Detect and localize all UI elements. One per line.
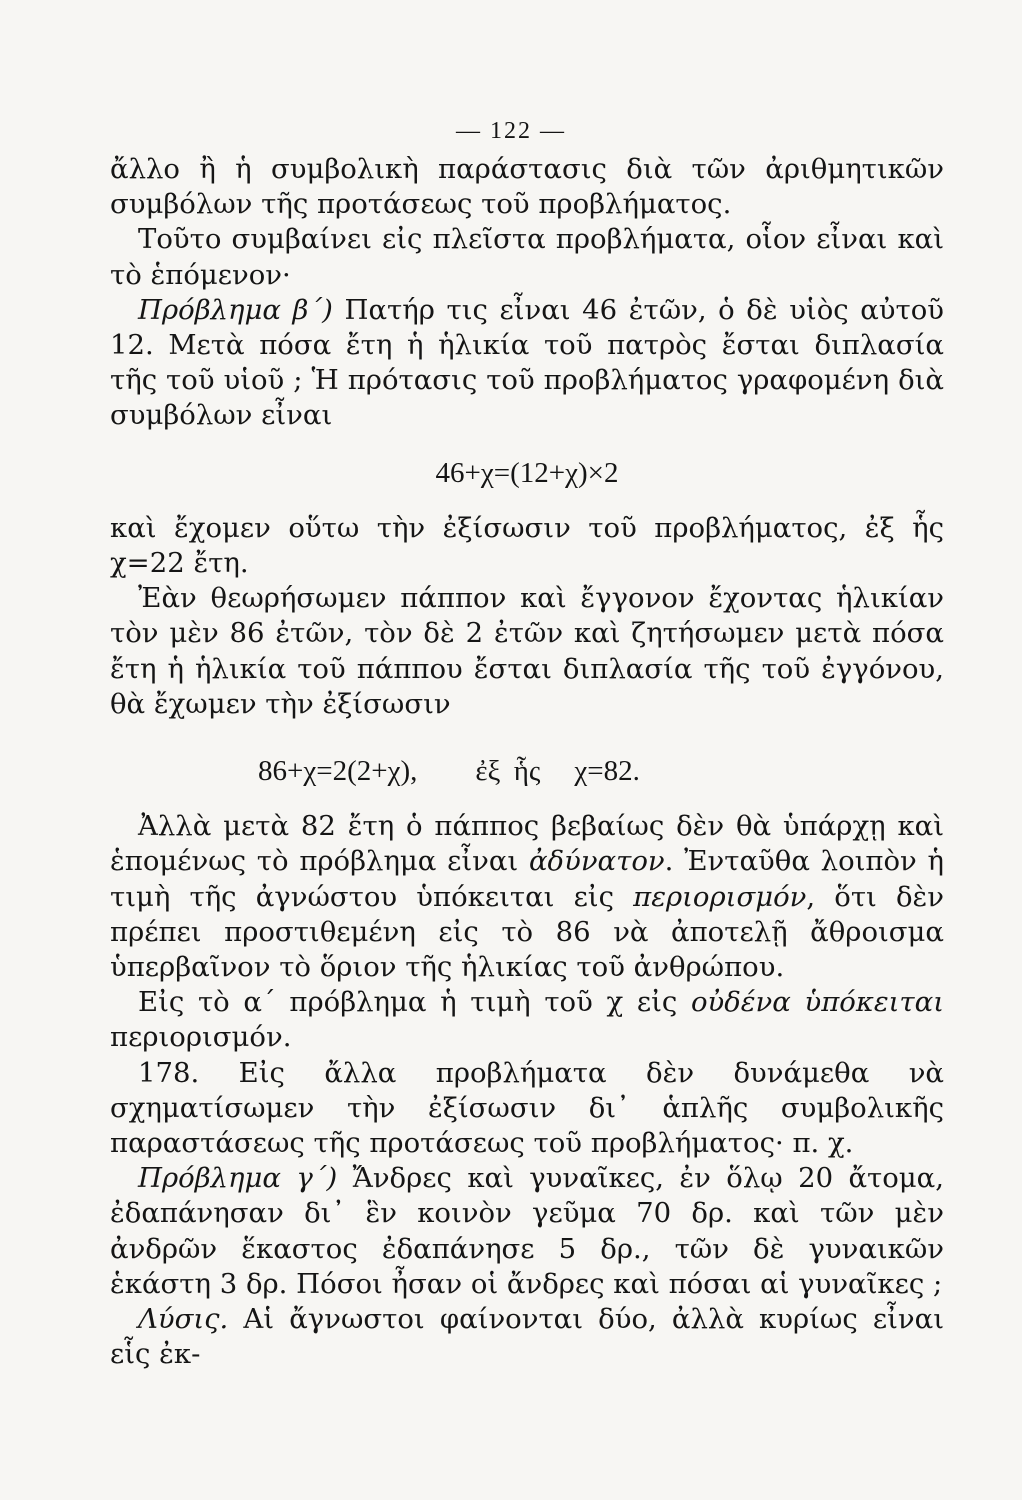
equation-2-left: 86+χ=2(2+χ), xyxy=(258,755,418,788)
paragraph-no-restriction xyxy=(110,985,944,1055)
equation-2-mid: ἐξ ἧς xyxy=(475,755,541,788)
paragraph-continuation: ἄλλο ἢ ἡ συμβολικὴ παράστασις διὰ τῶν ἀριθμητικῶν συμβόλων τῆς προτάσεως τοῦ προβλήματος. xyxy=(110,153,944,221)
paragraph-solution-1: καὶ ἔχομεν οὕτω τὴν ἐξίσωσιν τοῦ προβλήματος, ἐξ ἧς χ=22 ἔτη. xyxy=(110,511,944,580)
phrase-oudena: οὐδένα ὑπόκειται xyxy=(690,986,944,1019)
body-text xyxy=(110,152,944,1373)
paragraph-grandfather: Ἐὰν θεωρήσωμεν πάππον καὶ ἔγγονον ἔχοντας ἡλικίαν τὸν μὲν 86 ἐτῶν, τὸν δὲ 2 ἐτῶν καὶ ζητήσωμεν μετὰ πόσα ἔτη ἡ ἡλικία τοῦ πάππου ἔσται διπλασία τῆς τοῦ ἐγγόνου, θὰ ἔχωμεν τὴν ἐξίσωσιν xyxy=(110,582,944,720)
equation-2 xyxy=(258,754,944,789)
p6-part-b: . Ἐνταῦθα λοιπὸν ἡ τιμὴ τῆς ἀγνώστου ὑπόκειται εἰς xyxy=(110,845,944,913)
paragraph-impossible xyxy=(110,809,944,985)
solution-label: Λύσις. xyxy=(138,1303,229,1336)
equation-2-right: χ=82. xyxy=(574,755,640,788)
p6-part-a: Ἀλλὰ μετὰ 82 ἔτη ὁ πάππος βεβαίως δὲν θὰ ὑπάρχῃ καὶ ἑπομένως τὸ πρόβλημα εἶναι xyxy=(110,810,944,878)
equation-1: 46+χ=(12+χ)×2 xyxy=(435,456,619,489)
problem-gamma-label: Πρόβλημα γ΄) xyxy=(138,1162,338,1195)
p7-part-a: Εἰς τὸ α΄ πρόβλημα ἡ τιμὴ τοῦ χ εἰς xyxy=(138,986,691,1019)
problem-beta-text: Πατήρ τις εἶναι 46 ἐτῶν, ὁ δὲ υἱὸς αὐτοῦ 12. Μετὰ πόσα ἔτη ἡ ἡλικία τοῦ πατρὸς ἔσται διπλασία τῆς τοῦ υἱοῦ ; Ἡ πρότασις τοῦ προβλήματος γραφομένη διὰ συμβόλων εἶναι xyxy=(110,293,945,432)
problem-beta xyxy=(110,293,944,434)
section-178: 178. Εἰς ἄλλα προβλήματα δὲν δυνάμεθα νὰ σχηματίσωμεν τὴν ἐξίσωσιν δι᾿ ἁπλῆς συμβολικῆς παραστάσεως τῆς προτάσεως τοῦ προβλήματος· π. χ. xyxy=(110,1056,944,1160)
p6-part-c: , ὅτι δὲν πρέπει προστιθεμένη εἰς τὸ 86 νὰ ἀποτελῇ ἄθροισμα ὑπερβαῖνον τὸ ὅριον τῆς ἡλικίας τοῦ ἀνθρώπου. xyxy=(110,880,944,984)
problem-gamma xyxy=(110,1161,944,1302)
page-number: — 122 — xyxy=(456,118,566,144)
solution-text: Αἱ ἄγνωστοι φαίνονται δύο, ἀλλὰ κυρίως εἶναι εἷς ἐκ- xyxy=(110,1303,944,1371)
problem-gamma-text: Ἄνδρες καὶ γυναῖκες, ἐν ὅλῳ 20 ἄτομα, ἐδαπάνησαν δι᾿ ἓν κοινὸν γεῦμα 70 δρ. καὶ τῶν μὲν ἀνδρῶν ἕκαστος ἐδαπάνησε 5 δρ., τῶν δὲ γυναικῶν ἑκάστη 3 δρ. Πόσοι ἦσαν οἱ ἄνδρες καὶ πόσαι αἱ γυναῖκες ; xyxy=(110,1162,944,1300)
solution-start xyxy=(110,1302,944,1372)
problem-beta-label: Πρόβλημα β΄) xyxy=(138,293,333,326)
word-adynaton: ἀδύνατον xyxy=(528,845,665,878)
paragraph-intro: Τοῦτο συμβαίνει εἰς πλεῖστα προβλήματα, οἷον εἶναι καὶ τὸ ἑπόμενον· xyxy=(110,223,944,291)
p7-part-b: περιορισμόν. xyxy=(110,1021,292,1054)
word-periorismon: περιορισμόν xyxy=(633,880,807,913)
